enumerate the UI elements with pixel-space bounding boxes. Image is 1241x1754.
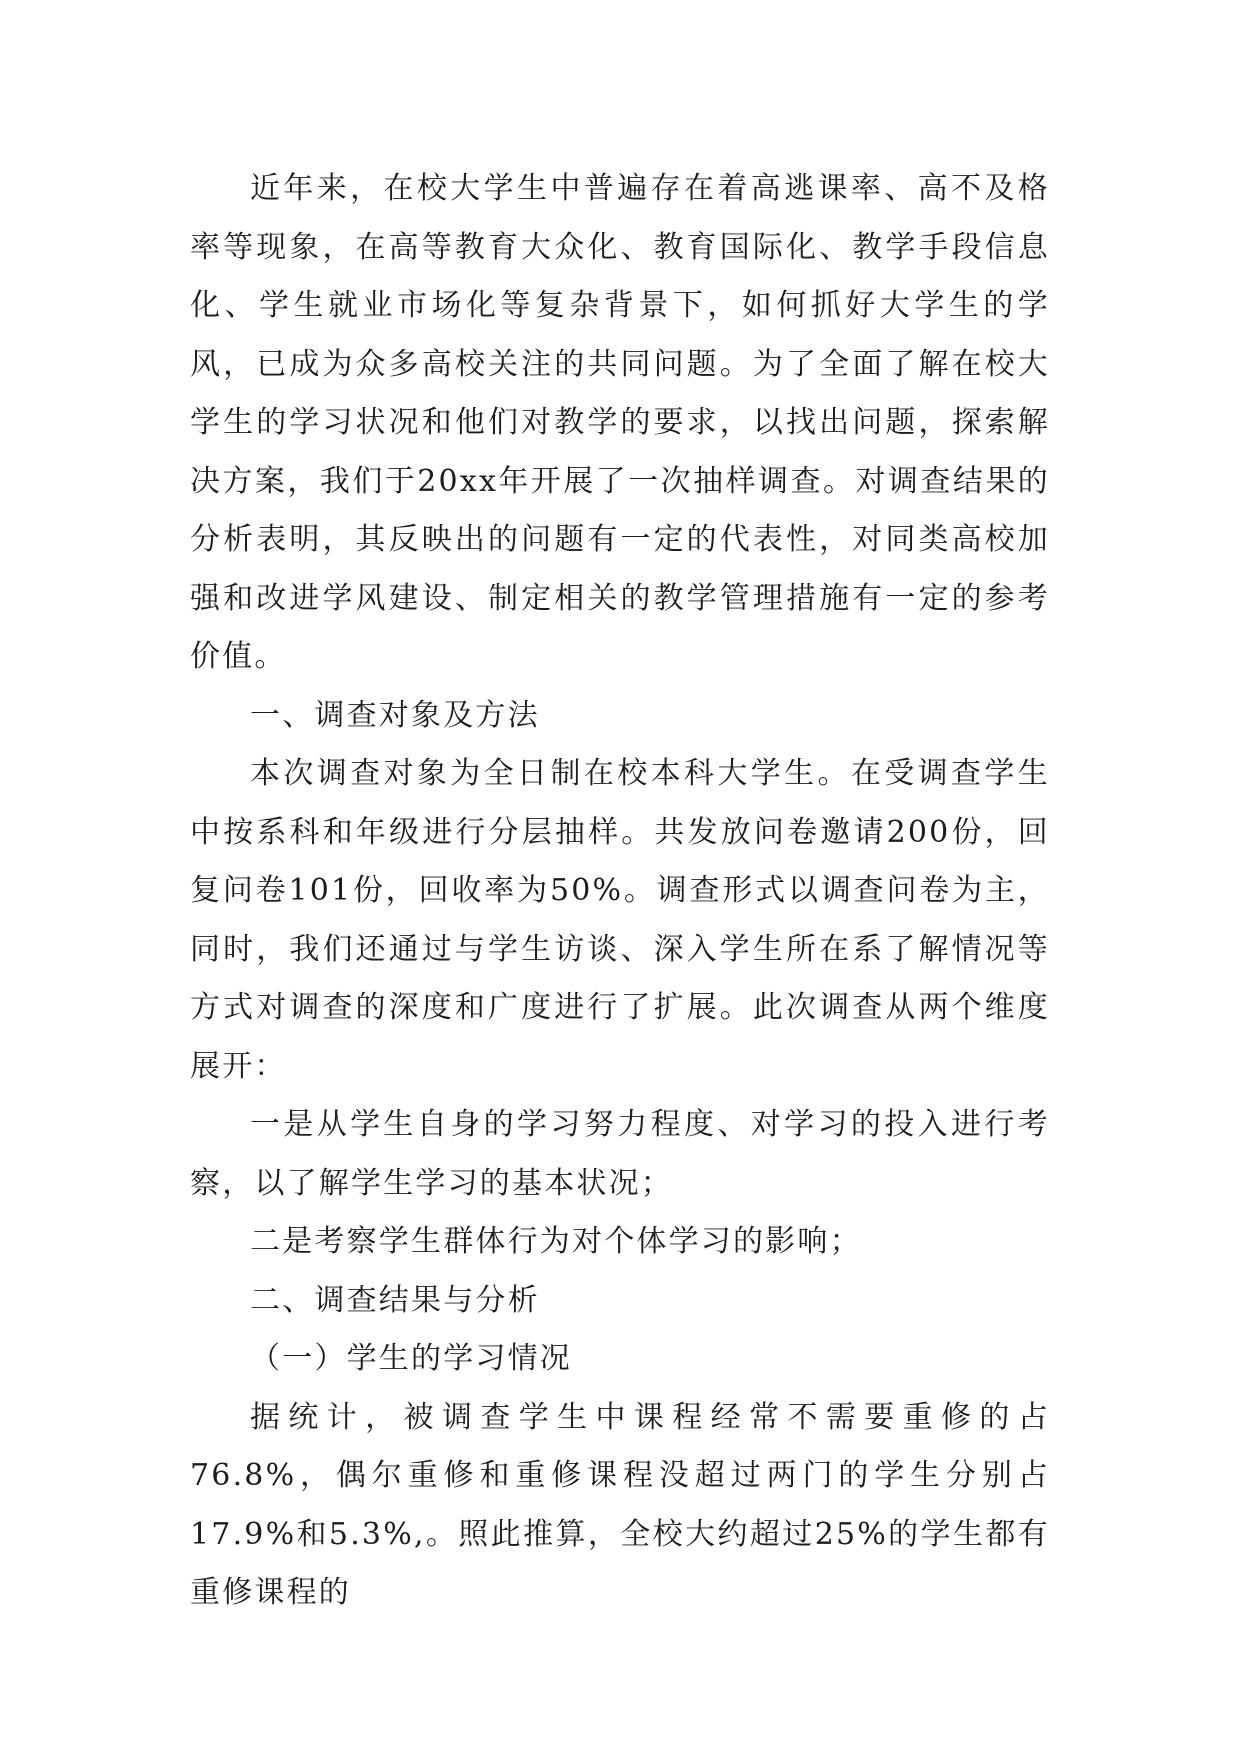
dimension-two-paragraph: 二是考察学生群体行为对个体学习的影响；: [250, 1224, 862, 1259]
intro-paragraph: 近年来，在校大学生中普遍存在着高逃课率、高不及格率等现象，在高等教育大众化、教育国际化、教学手段信息化、学生就业市场化等复杂背景下，如何抓好大学生的学风，已成为众多高校关注的共同问题。为了全面了解在校大学生的学习状况和他们对教学的要求，以找出问题，探索解决方案，我们于20xx年开展了一次抽样调查。对调查结果的分析表明，其反映出的问题有一定的代表性，对同类高校加强和改进学风建设、制定相关的教学管理措施有一定的参考价值。: [190, 171, 1050, 674]
section-heading-survey-method: 一、调查对象及方法: [250, 697, 540, 733]
survey-method-paragraph: 本次调查对象为全日制在校本科大学生。在受调查学生中按系科和年级进行分层抽样。共发放问卷邀请200份，回复问卷101份，回收率为50%。调查形式以调查问卷为主，同时，我们还通过与学生访谈、深入学生所在系了解情况等方式对调查的深度和广度进行了扩展。此次调查从两个维度展开：: [190, 756, 1050, 1084]
dimension-one-paragraph: 一是从学生自身的学习努力程度、对学习的投入进行考察，以了解学生学习的基本状况；: [190, 1107, 1050, 1201]
section-heading-results: 二、调查结果与分析: [250, 1282, 540, 1318]
subsection-heading-learning: （一）学生的学习情况: [250, 1341, 572, 1376]
statistics-paragraph: 据统计，被调查学生中课程经常不需要重修的占76.8%，偶尔重修和重修课程没超过两门的学生分别占17.9%和5.3%,。照此推算，全校大约超过25%的学生都有重修课程的: [190, 1399, 1050, 1610]
document-body: [190, 160, 1050, 1623]
